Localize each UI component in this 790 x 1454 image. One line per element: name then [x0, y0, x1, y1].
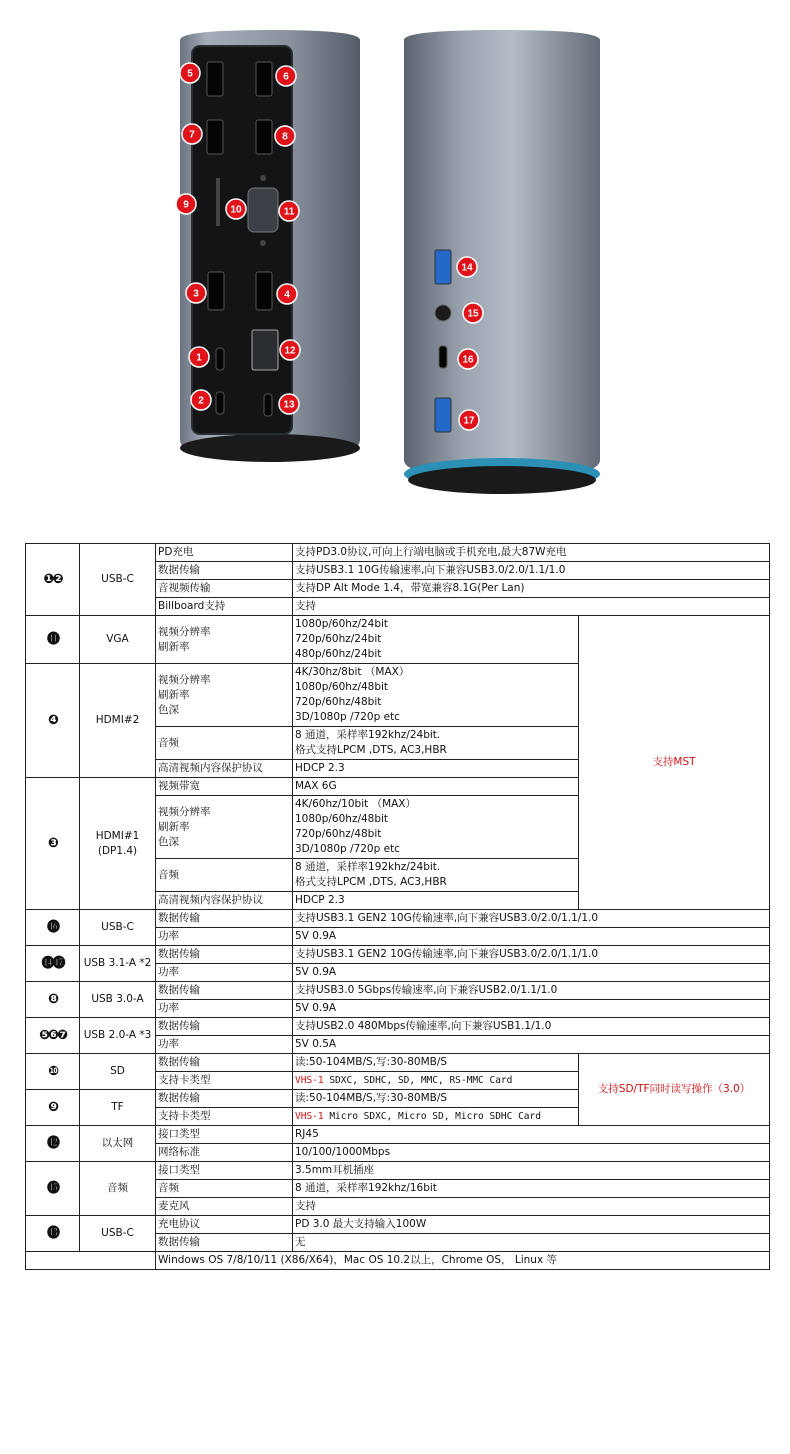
- spec-label-line: 视频带宽: [158, 780, 200, 792]
- spec-value: [293, 664, 579, 727]
- spec-value: 5V 0.9A: [293, 964, 770, 982]
- port-number: ❽: [26, 982, 80, 1018]
- spec-label: 麦克风: [156, 1198, 293, 1216]
- spec-label: 音视频传输: [156, 580, 293, 598]
- spec-value: 支持USB2.0 480Mbps传输速率,向下兼容USB1.1/1.0: [293, 1018, 770, 1036]
- spec-value-line: 720p/60hz/24bit: [295, 633, 382, 645]
- spec-label-line: 高清视频内容保护协议: [158, 894, 263, 906]
- spec-value-line: 3D/1080p /720p etc: [295, 843, 400, 855]
- port-badge-label: 15: [467, 308, 479, 320]
- spec-value-line: HDCP 2.3: [295, 894, 345, 906]
- spec-value-line: 3D/1080p /720p etc: [295, 711, 400, 723]
- spec-value-line: 1080p/60hz/48bit: [295, 681, 389, 693]
- spec-label: [156, 760, 293, 778]
- spec-label: 数据传输: [156, 910, 293, 928]
- spec-value: 支持USB3.1 GEN2 10G传输速率,向下兼容USB3.0/2.0/1.1/1.0: [293, 910, 770, 928]
- spec-value-line: 8 通道，采样率192khz/24bit.: [295, 861, 441, 873]
- port-badge-label: 11: [283, 206, 295, 218]
- table-row: [26, 1216, 770, 1234]
- spec-value: [293, 892, 579, 910]
- port-name: 音频: [80, 1162, 156, 1216]
- spec-label: 数据传输: [156, 1018, 293, 1036]
- spec-label: 数据传输: [156, 1234, 293, 1252]
- spec-value: [293, 598, 770, 616]
- port-badge-label: 7: [189, 129, 195, 141]
- port-name: USB 3.1-A *2: [80, 946, 156, 982]
- mst-note: 支持MST: [579, 616, 770, 910]
- spec-value: 读:50-104MB/S,写:30-80MB/S: [293, 1090, 579, 1108]
- spec-value: 支持USB3.0 5Gbps传输速率,向下兼容USB2.0/1.1/1.0: [293, 982, 770, 1000]
- spec-value-line: 支持DP Alt Mode 1.4，带宽兼容8.1G(Per Lan): [295, 582, 525, 594]
- port-badge-label: 5: [187, 68, 193, 80]
- spec-value: 8 通道，采样率192khz/16bit: [293, 1180, 770, 1198]
- port-name: HDMI#2: [80, 664, 156, 778]
- card-standard: VHS-1: [295, 1075, 324, 1086]
- port-badge-label: 14: [461, 262, 473, 274]
- spec-value: 无: [293, 1234, 770, 1252]
- port-badge-label: 17: [463, 415, 475, 427]
- spec-label: 功率: [156, 928, 293, 946]
- spec-value-line: 1080p/60hz/24bit: [295, 618, 389, 630]
- spec-label: 数据传输: [156, 1090, 293, 1108]
- spec-label: 数据传输: [156, 946, 293, 964]
- spec-label: 接口类型: [156, 1126, 293, 1144]
- spec-value: [293, 727, 579, 760]
- table-row: [26, 1162, 770, 1180]
- spec-label-line: 色深: [158, 703, 179, 716]
- spec-label: [156, 796, 293, 859]
- port-name: USB-C: [80, 910, 156, 946]
- spec-label: Billboard支持: [156, 598, 293, 616]
- spec-value: 5V 0.9A: [293, 928, 770, 946]
- port-name: USB 2.0-A *3: [80, 1018, 156, 1054]
- product-image: [0, 0, 790, 520]
- card-standard: VHS-1: [295, 1111, 324, 1122]
- spec-label: [156, 664, 293, 727]
- port-name-line: HDMI#1: [95, 829, 140, 842]
- port-name: 以太网: [80, 1126, 156, 1162]
- spec-label: 数据传输: [156, 562, 293, 580]
- spec-value: 3.5mm耳机插座: [293, 1162, 770, 1180]
- empty-cell: [26, 1252, 156, 1270]
- spec-value: [293, 544, 770, 562]
- port-badge-label: 16: [462, 354, 474, 366]
- port-badge-label: 2: [198, 395, 204, 407]
- port-number: ⓮⓱: [26, 946, 80, 982]
- spec-label: 接口类型: [156, 1162, 293, 1180]
- table-row: [26, 616, 770, 664]
- spec-value-line: HDCP 2.3: [295, 762, 345, 774]
- table-row: [26, 544, 770, 562]
- spec-label: 网络标准: [156, 1144, 293, 1162]
- os-support: Windows OS 7/8/10/11 (X86/X64)，Mac OS 10.2以上，Chrome OS， Linux 等: [156, 1252, 770, 1270]
- spec-value: [293, 859, 579, 892]
- spec-value: PD 3.0 最大支持输入100W: [293, 1216, 770, 1234]
- spec-label: 数据传输: [156, 982, 293, 1000]
- device-side: [404, 30, 600, 494]
- spec-label-line: 高清视频内容保护协议: [158, 762, 263, 774]
- port-badge-label: 10: [230, 204, 242, 216]
- port-number: ❿: [26, 1054, 80, 1090]
- spec-value: RJ45: [293, 1126, 770, 1144]
- spec-value-line: 格式支持LPCM ,DTS, AC3,HBR: [295, 876, 447, 888]
- spec-label: 充电协议: [156, 1216, 293, 1234]
- sd-tf-note: 支持SD/TF同时读写操作（3.0）: [579, 1054, 770, 1126]
- spec-label: [156, 778, 293, 796]
- table-row: [26, 1252, 770, 1270]
- port-number: ⓯: [26, 1162, 80, 1216]
- spec-value-line: 4K/30hz/8bit （MAX）: [295, 666, 410, 678]
- spec-label: 功率: [156, 1000, 293, 1018]
- port-name: USB-C: [80, 544, 156, 616]
- port-number: ❶❷: [26, 544, 80, 616]
- spec-label: [156, 616, 293, 664]
- spec-value: [293, 778, 579, 796]
- spec-label-line: 色深: [158, 835, 179, 848]
- port-number: ⓬: [26, 1126, 80, 1162]
- port-name: USB 3.0-A: [80, 982, 156, 1018]
- card-types: SDXC, SDHC, SD, MMC, RS-MMC Card: [323, 1075, 513, 1086]
- port-name: USB-C: [80, 1216, 156, 1252]
- spec-label-line: 视频分辨率: [158, 673, 211, 686]
- port-number: ⓰: [26, 910, 80, 946]
- spec-label: PD充电: [156, 544, 293, 562]
- port-badge-label: 6: [283, 71, 289, 83]
- spec-label-line: 刷新率: [158, 640, 190, 653]
- spec-value-line: 支持PD3.0协议,可向上行端电脑或手机充电,最大87W充电: [295, 546, 567, 558]
- port-number: ❾: [26, 1090, 80, 1126]
- table-row: [26, 1054, 770, 1072]
- spec-value-line: 720p/60hz/48bit: [295, 696, 382, 708]
- spec-label: 功率: [156, 1036, 293, 1054]
- spec-table-body: [26, 544, 770, 1270]
- port-name: TF: [80, 1090, 156, 1126]
- spec-value-line: 支持: [295, 600, 316, 612]
- spec-label: 数据传输: [156, 1054, 293, 1072]
- spec-value-line: 4K/60hz/10bit （MAX）: [295, 798, 417, 810]
- port-number: ❹: [26, 664, 80, 778]
- port-badge-label: 13: [283, 399, 295, 411]
- spec-value-line: 格式支持LPCM ,DTS, AC3,HBR: [295, 744, 447, 756]
- spec-label-line: 视频分辨率: [158, 805, 211, 818]
- spec-label: [156, 859, 293, 892]
- spec-label-line: 视频分辨率: [158, 625, 211, 638]
- port-name: SD: [80, 1054, 156, 1090]
- spec-value: [293, 562, 770, 580]
- spec-value-line: 1080p/60hz/48bit: [295, 813, 389, 825]
- spec-label: 支持卡类型: [156, 1072, 293, 1090]
- spec-value: [293, 796, 579, 859]
- spec-value: 支持USB3.1 GEN2 10G传输速率,向下兼容USB3.0/2.0/1.1/1.0: [293, 946, 770, 964]
- port-badge-label: 4: [284, 289, 290, 301]
- spec-value: [293, 1108, 579, 1126]
- spec-label: 音频: [156, 1180, 293, 1198]
- port-badge-label: 9: [183, 199, 189, 211]
- spec-value: [293, 760, 579, 778]
- spec-value: 5V 0.5A: [293, 1036, 770, 1054]
- spec-value: 10/100/1000Mbps: [293, 1144, 770, 1162]
- spec-value-line: MAX 6G: [295, 780, 337, 792]
- spec-label-line: 刷新率: [158, 688, 190, 701]
- port-name-line: (DP1.4): [97, 844, 138, 857]
- spec-label-line: 刷新率: [158, 820, 190, 833]
- spec-value-line: 支持USB3.1 10G传输速率,向下兼容USB3.0/2.0/1.1/1.0: [295, 564, 566, 576]
- table-row: [26, 946, 770, 964]
- port-number: ⓫: [26, 616, 80, 664]
- spec-label-line: 音频: [158, 736, 179, 749]
- port-badge-label: 12: [284, 345, 296, 357]
- spec-label: [156, 727, 293, 760]
- spec-value: [293, 580, 770, 598]
- spec-value-line: 8 通道，采样率192khz/24bit.: [295, 729, 441, 741]
- port-name: VGA: [80, 616, 156, 664]
- spec-label: 支持卡类型: [156, 1108, 293, 1126]
- spec-label: [156, 892, 293, 910]
- table-row: [26, 982, 770, 1000]
- port-number: ❸: [26, 778, 80, 910]
- port-badge-label: 3: [193, 288, 199, 300]
- card-types: Micro SDXC, Micro SD, Micro SDHC Card: [323, 1111, 541, 1122]
- spec-label-line: 音频: [158, 868, 179, 881]
- spec-value: [293, 616, 579, 664]
- port-number: ⓭: [26, 1216, 80, 1252]
- table-row: [26, 1126, 770, 1144]
- spec-value: 5V 0.9A: [293, 1000, 770, 1018]
- port-badge-label: 8: [282, 131, 288, 143]
- spec-value: 支持: [293, 1198, 770, 1216]
- spec-value-line: 480p/60hz/24bit: [295, 648, 382, 660]
- spec-label: 功率: [156, 964, 293, 982]
- port-badge-label: 1: [196, 352, 202, 364]
- spec-value: [293, 1072, 579, 1090]
- table-row: [26, 910, 770, 928]
- spec-value: 读:50-104MB/S,写:30-80MB/S: [293, 1054, 579, 1072]
- table-row: [26, 1018, 770, 1036]
- port-name: [80, 778, 156, 910]
- spec-table: [25, 543, 770, 1270]
- port-number: ❺❻❼: [26, 1018, 80, 1054]
- spec-value-line: 720p/60hz/48bit: [295, 828, 382, 840]
